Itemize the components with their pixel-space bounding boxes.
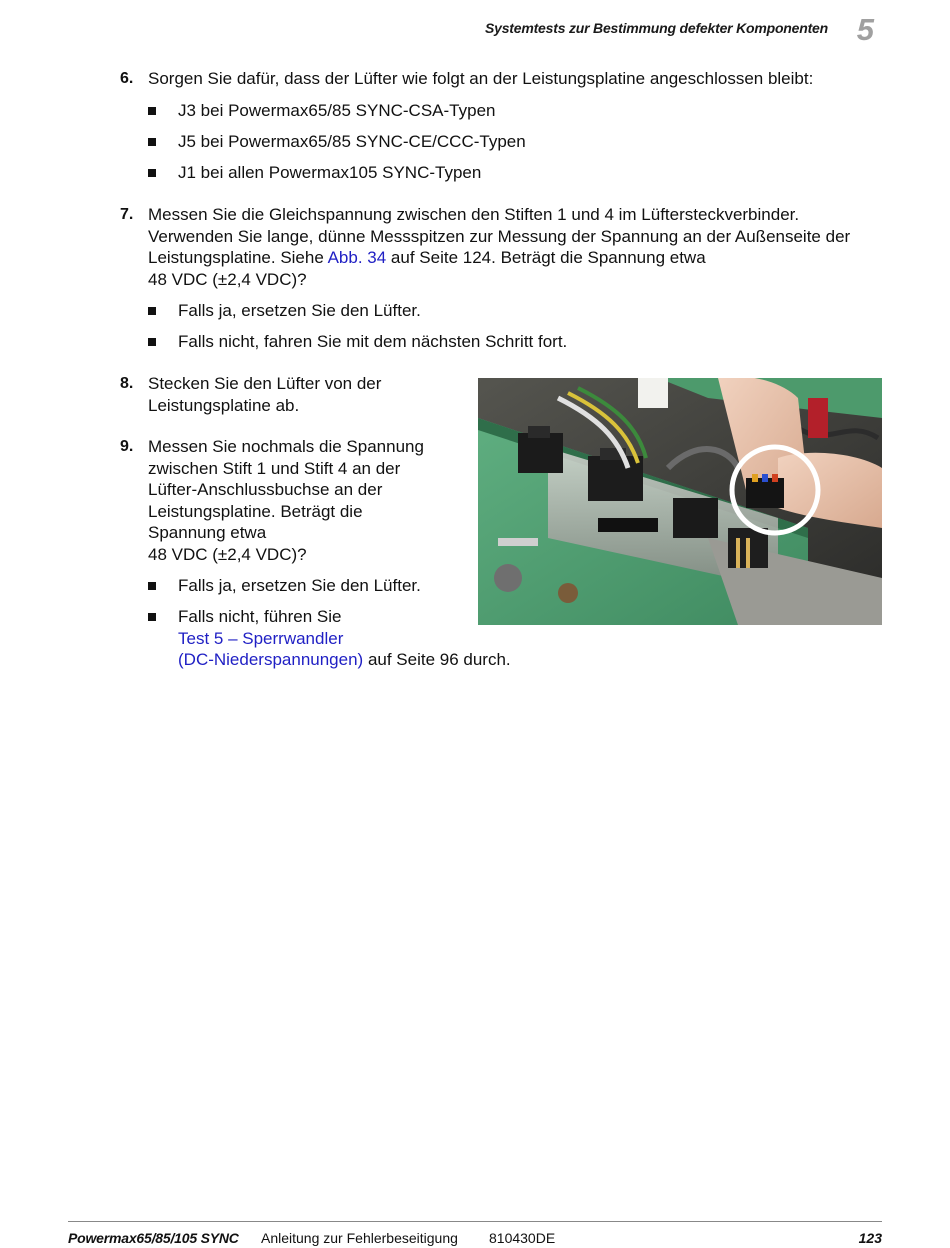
footer-document-title: Anleitung zur Fehlerbeseitigung [261,1230,458,1246]
step-line: 48 VDC (±2,4 VDC)? [148,269,307,289]
step-line [148,247,850,269]
step-text [148,436,424,566]
step-6 [120,68,880,90]
bullet-square-icon [148,138,156,146]
list-item-text: Falls ja, ersetzen Sie den Lüfter. [178,576,421,595]
test-link[interactable]: Test 5 – Sperrwandler [178,628,344,648]
step-line: Messen Sie die Gleichspannung zwischen den Stiften 1 und 4 im Lüftersteckverbinder. [148,205,800,224]
figure-link[interactable]: Abb. 34 [327,248,387,268]
list-item-text: Falls nicht, fahren Sie mit dem nächsten Schritt fort. [178,332,568,351]
step-line: Spannung etwa [148,523,267,543]
step-line: Leistungsplatine ab. [148,395,300,415]
step-line: Messen Sie nochmals die Spannung [148,437,424,456]
test-link[interactable]: (DC-Niederspannungen) [178,650,364,670]
footer-product: Powermax65/85/105 SYNC [68,1230,239,1246]
step-line-part: Leistungsplatine. Siehe [148,248,328,268]
chapter-number: 5 [856,12,874,47]
list-item-text: Falls ja, ersetzen Sie den Lüfter. [178,301,421,320]
step-line: Verwenden Sie lange, dünne Messspitzen zur Messung der Spannung an der Außenseite der [148,226,851,246]
list-line [178,649,511,671]
photo-illustration [478,378,882,625]
step-text [148,373,381,416]
header-title: Systemtests zur Bestimmung defekter Komponenten [484,20,828,36]
bullet-square-icon [148,613,156,621]
list-item-text [178,606,511,671]
step-number: 7. [120,206,134,223]
footer-document-code: 810430DE [489,1230,556,1246]
list-item-text: J3 bei Powermax65/85 SYNC-CSA-Typen [178,101,496,120]
step-line: Leistungsplatine. Beträgt die [148,501,363,521]
bullet-square-icon [148,582,156,590]
fan-connector-photo [478,378,882,625]
page-number: 123 [858,1230,882,1246]
bullet-square-icon [148,169,156,177]
step-line: 48 VDC (±2,4 VDC)? [148,544,307,564]
footer-divider [68,1221,882,1222]
list-item-text: J5 bei Powermax65/85 SYNC-CE/CCC-Typen [178,132,526,151]
list-item-text: J1 bei allen Powermax105 SYNC-Typen [178,163,482,182]
step-line: zwischen Stift 1 und Stift 4 an der [148,458,401,478]
step-number: 8. [120,375,134,392]
page-header [0,12,882,48]
step-8 [120,373,450,417]
step-9 [120,436,450,568]
step-text [148,204,850,290]
bullet-square-icon [148,107,156,115]
step-line: Stecken Sie den Lüfter von der [148,374,382,393]
step-number: 9. [120,438,134,455]
list-line-part: auf Seite 96 durch. [363,650,511,670]
step-number: 6. [120,70,134,87]
bullet-square-icon [148,307,156,315]
step-text: Sorgen Sie dafür, dass der Lüfter wie folgt an der Leistungsplatine angeschlossen bleibt: [148,69,814,88]
step-line: Lüfter-Anschlussbuchse an der [148,480,383,500]
bullet-square-icon [148,338,156,346]
list-line: Falls nicht, führen Sie [178,607,342,626]
step-line-part: auf Seite 124. Beträgt die Spannung etwa [386,248,706,268]
step-7 [120,204,880,292]
